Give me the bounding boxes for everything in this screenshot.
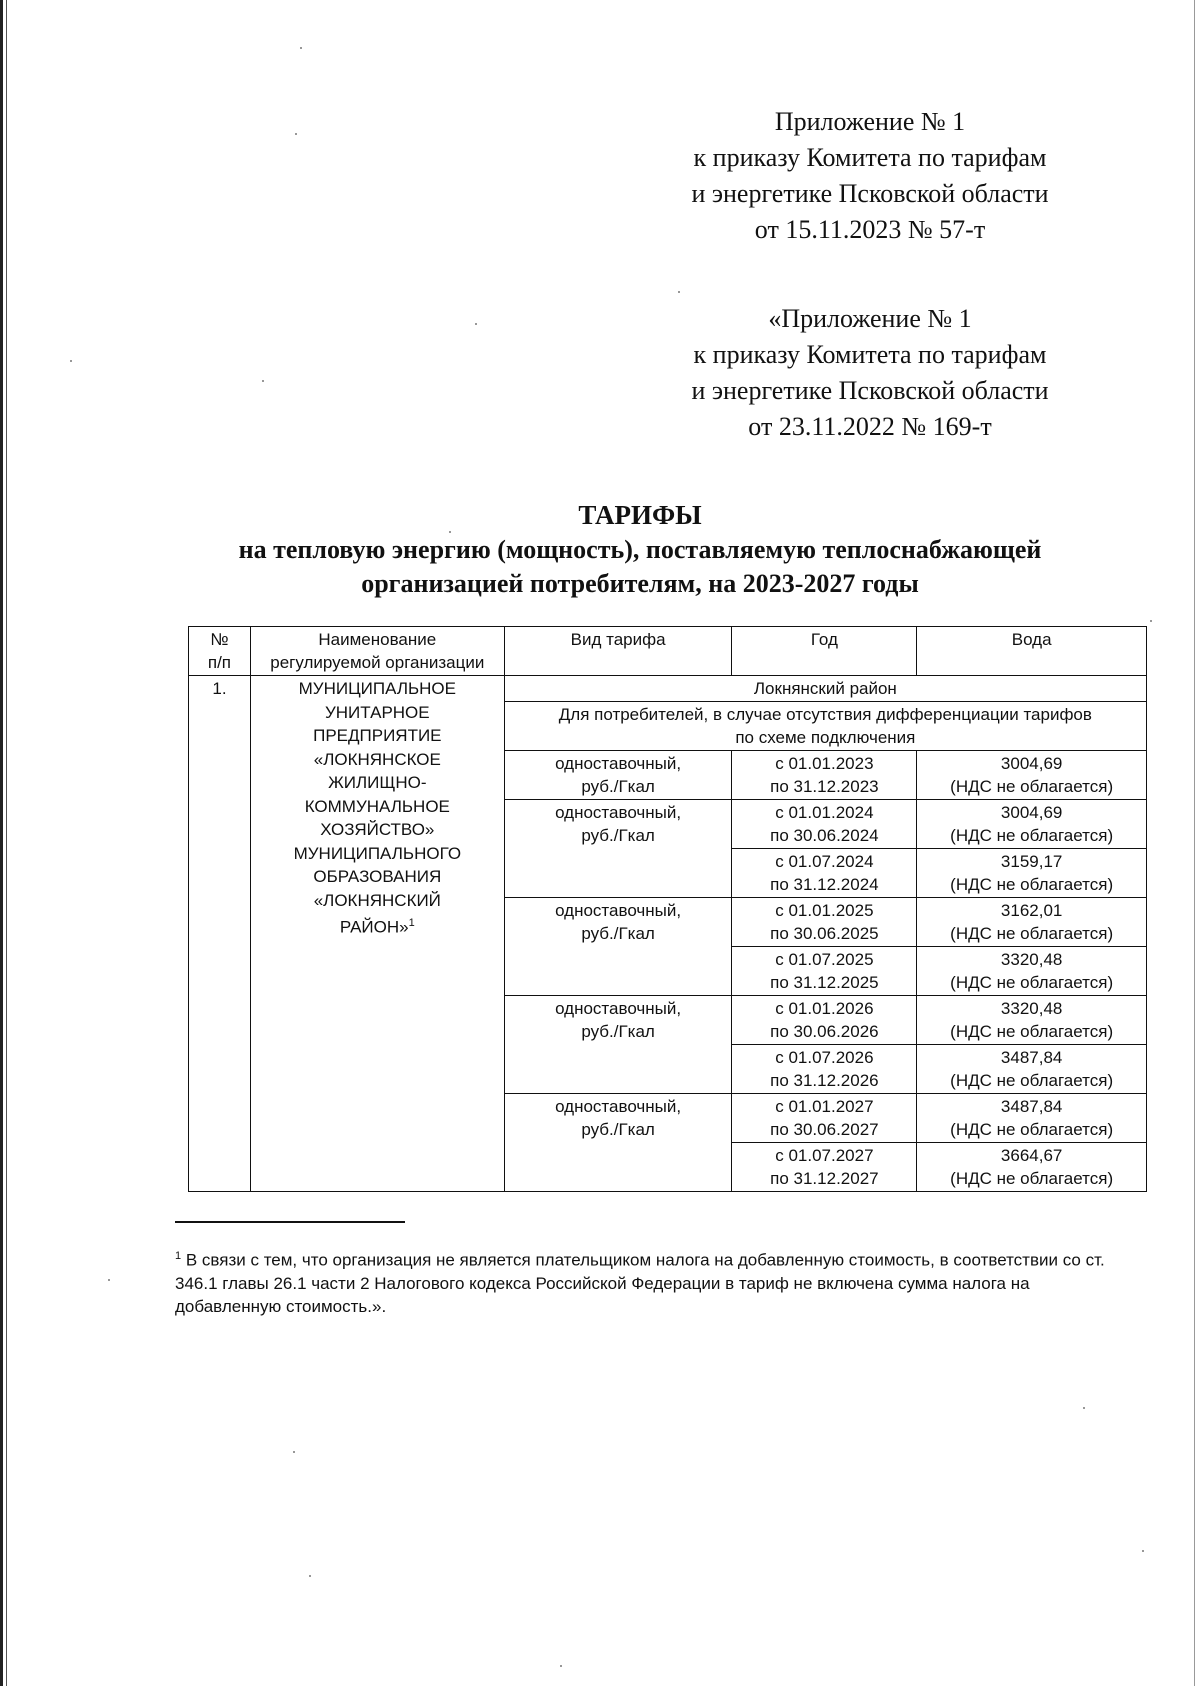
value-cell (917, 849, 1147, 898)
org-line: КОММУНАЛЬНОЕ (304, 796, 450, 816)
org-line: РАЙОН» (339, 917, 409, 937)
footnote-separator (175, 1221, 405, 1223)
period-from: с 01.01.2027 (775, 1097, 874, 1116)
period-to: по 30.06.2027 (770, 1120, 879, 1139)
footnote-ref: 1 (408, 917, 415, 929)
appendix-previous-line4: от 23.11.2022 № 169-т (748, 412, 992, 441)
appendix-current-line2: к приказу Комитета по тарифам (693, 143, 1047, 172)
tariff-value: 3162,01 (1000, 901, 1063, 920)
period-cell (732, 849, 917, 898)
appendix-previous-line3: и энергетике Псковской области (691, 376, 1049, 405)
header-year: Год (732, 627, 917, 676)
tariff-type-cell (504, 800, 732, 898)
scan-speck (1150, 620, 1152, 622)
tariff-line1: одноставочный, (555, 754, 682, 773)
header-number-line2: п/п (207, 653, 232, 672)
vat-note: (НДС не облагается) (950, 777, 1114, 796)
org-line-last (255, 912, 500, 939)
period-to: по 31.12.2025 (770, 973, 879, 992)
scan-speck (300, 47, 302, 49)
scan-speck (1083, 1407, 1085, 1409)
appendix-previous-block (640, 301, 1100, 445)
org-line: ПРЕДПРИЯТИЕ (313, 726, 442, 745)
header-organization-line2: регулируемой организации (270, 653, 485, 672)
title-sub-line2: организацией потребителям, на 2023-2027 годы (361, 569, 919, 598)
period-cell (732, 947, 917, 996)
consumers-note-line2: по схеме подключения (735, 728, 916, 747)
scan-speck (1142, 1550, 1144, 1552)
tariff-value: 3664,67 (1000, 1146, 1063, 1165)
tariff-line1: одноставочный, (555, 901, 682, 920)
tariff-value: 3487,84 (1000, 1097, 1063, 1116)
org-line: МУНИЦИПАЛЬНОЕ (298, 679, 456, 698)
tariff-line2: руб./Гкал (581, 777, 655, 796)
appendix-current-block (640, 104, 1100, 248)
scan-speck (449, 531, 451, 533)
period-from: с 01.07.2025 (775, 950, 874, 969)
period-to: по 31.12.2027 (770, 1169, 879, 1188)
tariff-line1: одноставочный, (555, 803, 682, 822)
tariff-type-cell (504, 1094, 732, 1192)
vat-note: (НДС не облагается) (950, 1169, 1114, 1188)
value-cell (917, 898, 1147, 947)
scan-speck (560, 1665, 562, 1667)
period-from: с 01.01.2025 (775, 901, 874, 920)
row-number: 1. (189, 676, 251, 1192)
header-organization (250, 627, 504, 676)
tariff-table (188, 626, 1147, 1192)
tariff-value: 3004,69 (1000, 754, 1063, 773)
tariff-type-cell (504, 751, 732, 800)
vat-note: (НДС не облагается) (950, 1120, 1114, 1139)
district-cell: Локнянский район (504, 676, 1146, 702)
value-cell (917, 947, 1147, 996)
org-line: «ЛОКНЯНСКОЕ (313, 749, 441, 769)
scan-speck (108, 1279, 110, 1281)
appendix-current-line4: от 15.11.2023 № 57-т (754, 215, 986, 244)
table-header-row (189, 627, 1147, 676)
header-number-line1: № (210, 630, 229, 649)
tariff-value: 3487,84 (1000, 1048, 1063, 1067)
vat-note: (НДС не облагается) (950, 973, 1114, 992)
tariff-value: 3320,48 (1000, 999, 1063, 1018)
tariff-value: 3004,69 (1000, 803, 1063, 822)
vat-note: (НДС не облагается) (950, 1071, 1114, 1090)
org-line: ОБРАЗОВАНИЯ (313, 867, 442, 886)
header-water: Вода (917, 627, 1147, 676)
org-line: УНИТАРНОЕ (324, 702, 430, 722)
period-to: по 30.06.2024 (770, 826, 879, 845)
tariff-value: 3159,17 (1000, 852, 1063, 871)
tariff-line1: одноставочный, (555, 1097, 682, 1116)
vat-note: (НДС не облагается) (950, 826, 1114, 845)
tariff-value: 3320,48 (1000, 950, 1063, 969)
page-edge-line-inner (6, 0, 7, 1686)
consumers-note-line1: Для потребителей, в случае отсутствия дифференциации тарифов (558, 705, 1092, 724)
scan-speck (70, 360, 72, 362)
footnote-text: В связи с тем, что организация не является плательщиком налога на добавленную стоимость, в соответствии со ст. 346.1 главы 26.1 части 2 Налогового кодекса Российской Федерации в тариф не включена сумма налога на добавленную стоимость.». (175, 1250, 1105, 1316)
appendix-current-line1: Приложение № 1 (774, 107, 966, 136)
appendix-current-line3: и энергетике Псковской области (691, 179, 1049, 208)
period-from: с 01.01.2026 (775, 999, 874, 1018)
period-to: по 31.12.2023 (770, 777, 879, 796)
value-cell (917, 1094, 1147, 1143)
period-cell (732, 996, 917, 1045)
period-to: по 31.12.2026 (770, 1071, 879, 1090)
appendix-previous-line1: «Приложение № 1 (768, 304, 972, 333)
title-main: ТАРИФЫ (578, 500, 702, 530)
period-from: с 01.01.2023 (775, 754, 874, 773)
scan-speck (295, 133, 297, 135)
org-line: «ЛОКНЯНСКИЙ (313, 890, 441, 910)
period-from: с 01.01.2024 (775, 803, 874, 822)
table-row (189, 676, 1147, 702)
period-cell (732, 1094, 917, 1143)
tariff-type-cell (504, 996, 732, 1094)
page-edge-line-right (1194, 0, 1195, 1686)
scan-speck (678, 291, 680, 293)
vat-note: (НДС не облагается) (950, 875, 1114, 894)
header-organization-line1: Наименование (318, 630, 437, 649)
scan-speck (293, 1451, 295, 1453)
tariff-line1: одноставочный, (555, 999, 682, 1018)
period-from: с 01.07.2024 (775, 852, 874, 871)
org-line: ЖИЛИЩНО- (328, 773, 427, 792)
period-to: по 30.06.2026 (770, 1022, 879, 1041)
appendix-previous-line2: к приказу Комитета по тарифам (693, 340, 1047, 369)
organization-name (250, 676, 504, 1192)
org-line: ХОЗЯЙСТВО» (320, 820, 435, 839)
tariff-line2: руб./Гкал (581, 924, 655, 943)
period-cell (732, 898, 917, 947)
scan-speck (475, 323, 477, 325)
period-from: с 01.07.2027 (775, 1146, 874, 1165)
period-to: по 31.12.2024 (770, 875, 879, 894)
period-cell (732, 800, 917, 849)
period-to: по 30.06.2025 (770, 924, 879, 943)
tariff-type-cell (504, 898, 732, 996)
header-number (189, 627, 251, 676)
vat-note: (НДС не облагается) (950, 924, 1114, 943)
period-cell (732, 1045, 917, 1094)
value-cell (917, 996, 1147, 1045)
value-cell (917, 751, 1147, 800)
value-cell (917, 1045, 1147, 1094)
footnote (175, 1245, 1135, 1318)
scan-speck (262, 380, 264, 382)
header-tariff-type: Вид тарифа (504, 627, 732, 676)
page-edge-line (0, 0, 3, 1686)
period-from: с 01.07.2026 (775, 1048, 874, 1067)
value-cell (917, 1143, 1147, 1192)
scan-speck (309, 1575, 311, 1577)
value-cell (917, 800, 1147, 849)
period-cell (732, 751, 917, 800)
title-sub-line1: на тепловую энергию (мощность), поставляемую теплоснабжающей (238, 535, 1042, 564)
vat-note: (НДС не облагается) (950, 1022, 1114, 1041)
footnote-mark: 1 (175, 1250, 182, 1262)
org-line: МУНИЦИПАЛЬНОГО (293, 843, 462, 863)
period-cell (732, 1143, 917, 1192)
document-title (190, 497, 1090, 601)
consumers-note-cell (504, 702, 1146, 751)
tariff-line2: руб./Гкал (581, 826, 655, 845)
tariff-line2: руб./Гкал (581, 1022, 655, 1041)
tariff-line2: руб./Гкал (581, 1120, 655, 1139)
